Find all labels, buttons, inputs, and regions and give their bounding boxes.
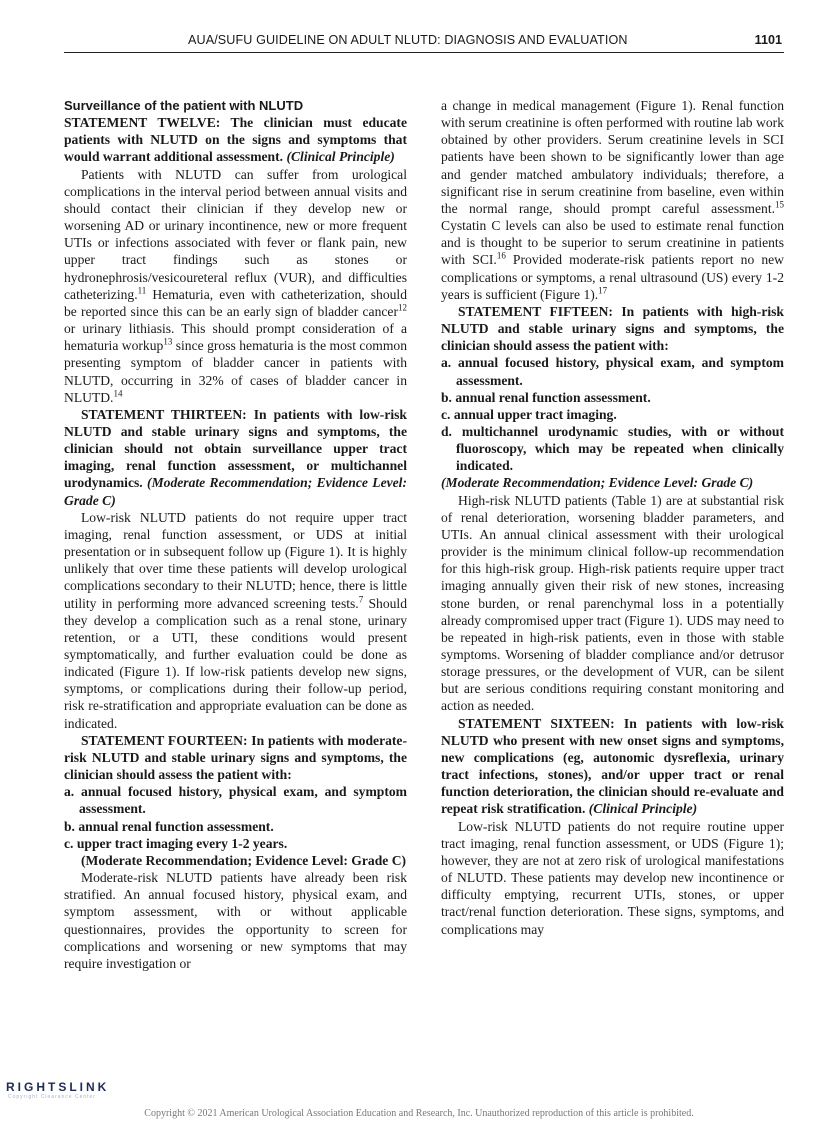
statement-thirteen-title: STATEMENT THIRTEEN: In patients with low-risk NLUTD and stable urinary signs and symptoms, the clinician should not obtain surveillance upper tract imaging, renal function assessment, or multichannel urodynamics. — [64, 406, 407, 491]
statement-fourteen-item: a. annual focused history, physical exam, and symptom assessment. — [64, 784, 407, 817]
text-run: Hematuria, even with catheterization, should be reported since this can be an early sign of bladder cancer — [64, 286, 407, 319]
left-column — [64, 97, 407, 972]
page-header — [64, 30, 784, 53]
statement-fourteen-grade: (Moderate Recommendation; Evidence Level: Grade C) — [81, 852, 407, 868]
statement-twelve-title: STATEMENT TWELVE: The clinician must educate patients with NLUTD on the signs and symptoms that would warrant additional assessment. — [64, 115, 407, 165]
paragraph: High-risk NLUTD patients (Table 1) are at substantial risk of renal deterioration, worsening bladder parameters, and UTIs. An annual clinical assessment with their urological provider is the minimum clinical follow-up recommendation for this high-risk group. High-risk patients require upper tract imaging annually given their risk of new stones, increasing stone burden, or renal parenchymal loss in a potentially already compromised upper tract (Figure 1). UDS may need to be repeated in high-risk patients, even in those with stable symptoms. Worsening of bladder compliance and/or detrusor storage pressures, or the development of VUR, can be silent but are serious conditions requiring constant monitoring and action as needed. — [441, 492, 784, 714]
citation: 13 — [163, 336, 173, 347]
paragraph: Low-risk NLUTD patients do not require routine upper tract imaging, renal function assessment, or UDS (Figure 1); however, they are not at zero risk of urological manifestations of NLUTD. These patients may develop new incontinence or difficulty emptying, recurrent UTIs, stones, or upper tract/renal function deterioration. These signs, symptoms, and complications may — [441, 818, 784, 937]
copyright-notice: Copyright © 2021 American Urological Association Education and Research, Inc. Unauthorized reproduction of this article is prohibited. — [144, 1108, 694, 1119]
statement-fifteen-grade: (Moderate Recommendation; Evidence Level: Grade C) — [441, 475, 754, 491]
citation: 15 — [775, 199, 784, 210]
citation: 12 — [398, 302, 407, 313]
page-number: 1101 — [754, 33, 782, 47]
statement-fifteen-title: STATEMENT FIFTEEN: In patients with high-risk NLUTD and stable urinary signs and symptoms, the clinician should assess the patient with: — [441, 303, 784, 354]
paragraph — [64, 166, 407, 406]
citation: 16 — [496, 250, 506, 261]
text-run: Low-risk NLUTD patients do not require upper tract imaging, renal function assessment, or UDS at initial presentation or in subsequent follow up (Figure 1). It is highly unlikely that over time these patients will develop urological complications secondary to their NLUTD; hence, there is little utility in performing more advanced screening tests. — [64, 509, 407, 611]
statement-fourteen-item: c. upper tract imaging every 1-2 years. — [64, 835, 288, 851]
running-title: AUA/SUFU GUIDELINE ON ADULT NLUTD: DIAGNOSIS AND EVALUATION — [188, 33, 628, 47]
citation: 14 — [113, 388, 123, 399]
text-run: or urinary lithiasis. This should prompt consideration of a hematuria workup — [64, 321, 407, 354]
citation: 11 — [137, 285, 147, 296]
statement-sixteen — [441, 715, 784, 818]
statement-fourteen-item: b. annual renal function assessment. — [64, 818, 274, 834]
rightslink-subtitle: Copyright Clearance Center — [8, 1094, 96, 1100]
section-heading: Surveillance of the patient with NLUTD — [64, 98, 304, 113]
text-run: Provided moderate-risk patients report no new complications or symptoms, a renal ultrasound (US) every 1-2 years is sufficient (Figure 1). — [441, 252, 784, 302]
text-run: Cystatin C levels can also be used to estimate renal function and is thought to be superior to serum creatinine in patients with SCI. — [441, 218, 784, 268]
paragraph: Moderate-risk NLUTD patients have already been risk stratified. An annual focused history, physical exam, and symptom assessment, with or without applicable questionnaires, provides the opportunity to screen for complications and worsening or new symptoms that may require investigation or — [64, 870, 407, 971]
statement-twelve-grade: (Clinical Principle) — [286, 149, 395, 165]
statement-fifteen-item: c. annual upper tract imaging. — [441, 406, 617, 422]
rightslink-logo[interactable]: RIGHTSLINK — [6, 1080, 110, 1094]
paragraph — [441, 97, 784, 303]
statement-thirteen — [64, 406, 407, 509]
paragraph — [64, 509, 407, 732]
statement-fourteen-title: STATEMENT FOURTEEN: In patients with moderate-risk NLUTD and stable urinary signs and symptoms, the clinician should assess the patient with: — [64, 732, 407, 783]
text-run: since gross hematuria is the most common presenting symptom of bladder cancer in patients with NLUTD, occurring in 32% of cases of bladder cancer in NLUTD. — [64, 338, 407, 405]
citation: 17 — [598, 285, 608, 296]
text-run: Should they develop a complication such as a renal stone, urinary retention, or a UTI, these conditions would present symptomatically, and further evaluation could be done as indicated (Figure 1). If low-risk patients develop new signs, symptoms, or complications during their follow-up period, risk re-stratification and appropriate evaluation can be done as indicated. — [64, 595, 407, 731]
citation: 7 — [358, 594, 364, 604]
statement-sixteen-title: STATEMENT SIXTEEN: In patients with low-risk NLUTD who present with new onset signs and symptoms, new complications (eg, autonomic dysreflexia, urinary tract infections, stones), and/or upper tract or renal function deterioration, the clinician should re-evaluate and repeat risk stratification. — [441, 715, 784, 817]
statement-thirteen-grade: (Moderate Recommendation; Evidence Level: Grade C) — [64, 475, 407, 508]
statement-sixteen-grade: (Clinical Principle) — [588, 801, 698, 817]
statement-twelve — [64, 114, 407, 165]
text-run: Patients with NLUTD can suffer from urological complications in the interval period between annual visits and should contact their clinician if they develop new or worsening AD or urinary incontinence, new or more frequent UTIs or infections associated with fever or flank pain, new upper tract findings such as stones or hydronephrosis/vesicoureteral reflux (VUR), and difficulties catheterizing. — [64, 166, 407, 302]
text-run: a change in medical management (Figure 1). Renal function with serum creatinine is often performed with routine lab work obtained by other providers. Serum creatinine levels in SCI patients have been shown to be significantly lower than age and gender matched ambulatory individuals; therefore, a significant rise in serum creatinine from baseline, even within the normal range, should prompt careful assessment. — [441, 98, 784, 216]
right-column — [441, 97, 784, 938]
statement-fifteen-item: b. annual renal function assessment. — [441, 389, 651, 405]
statement-fifteen-item: d. multichannel urodynamic studies, with or without fluoroscopy, which may be repeated when clinically indicated. — [441, 423, 784, 474]
statement-fifteen-item: a. annual focused history, physical exam, and symptom assessment. — [441, 355, 784, 388]
